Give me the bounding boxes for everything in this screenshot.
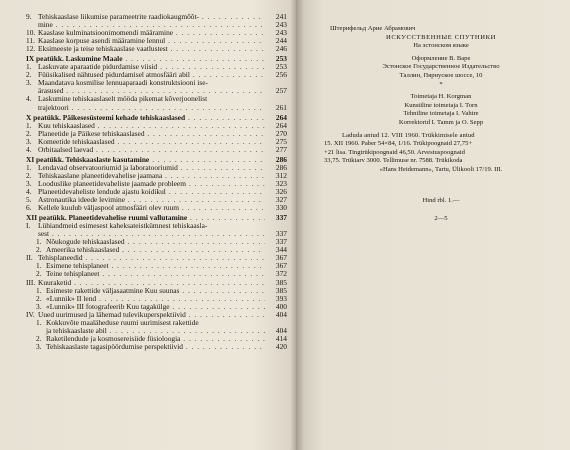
toc-entry: [26, 279, 287, 287]
toc-page-number: 367: [275, 253, 287, 263]
toc-entry: [26, 180, 287, 188]
toc-number: 9.: [26, 12, 32, 21]
toc-number: 12.: [26, 44, 36, 54]
toc-title: Looduslike planeetidevaheliste jaamade probleem . . .: [38, 180, 265, 188]
toc-page-number: 286: [275, 162, 287, 172]
toc-title: Astronautika ideede levimine . . .: [38, 196, 265, 204]
colophon-tech-editor: Tehniline toimetaja I. Vahtre: [403, 110, 479, 118]
toc-number: 4.: [26, 144, 32, 154]
toc-title: Tehiskaaslase liikumise parameetrite raadiokaugmõõt- . . .: [38, 13, 265, 21]
toc-number: 2.: [26, 128, 32, 138]
toc-number: 1.: [26, 162, 32, 172]
toc-title: Laskumine tehiskaaslaselt mööda pikemat kõverjoonelist: [38, 95, 208, 104]
toc-number: 3.: [26, 178, 32, 188]
toc-page-number: 241: [275, 12, 287, 21]
toc-number: 3.: [36, 341, 42, 351]
toc-title: Kaaslase korpuse asendi määramine lennul . . .: [38, 37, 265, 45]
toc-entry: [26, 29, 287, 37]
toc-page-number: 385: [275, 277, 287, 287]
toc-title: Laskuvate aparaatide pidurdamise viisid . . .: [38, 63, 265, 71]
toc-page-number: 253: [275, 54, 287, 64]
colophon-star: *: [439, 80, 443, 88]
toc-title: Kokkuvõte maaläheduse ruumi uurimisest rakettide: [46, 318, 199, 327]
toc-subentry: [26, 287, 287, 295]
toc-entry: [26, 172, 287, 180]
toc-number: 1.: [36, 237, 42, 247]
toc-entry: [26, 188, 287, 196]
toc-page-number: 261: [275, 102, 287, 112]
toc-entry: [26, 204, 287, 212]
toc-page-number: 393: [275, 293, 287, 303]
toc-entry: [26, 45, 287, 53]
toc-number: 2.: [36, 293, 42, 303]
toc-page-number: 326: [275, 186, 287, 196]
colophon-print-details-4: 33,75. Trükiarv 3000. Tellimuse nr. 7588. Trükikoda: [324, 157, 463, 165]
toc-page-number: 286: [275, 154, 287, 164]
toc-page-number: 275: [275, 136, 287, 146]
toc-title: Esimene tehisplaneet . . .: [46, 262, 265, 270]
toc-number: I.: [26, 221, 31, 231]
toc-entry: [26, 311, 287, 319]
toc-chapter-heading: [26, 114, 287, 122]
toc-title: ärasused . . .: [38, 87, 265, 95]
table-of-contents: [26, 13, 287, 351]
toc-number: III.: [26, 277, 36, 287]
toc-page-number: 337: [275, 213, 287, 223]
toc-subentry: [26, 319, 287, 327]
toc-title: X peatükk. Päikesesüsteemi kehade tehiskaaslased . . .: [26, 114, 265, 122]
colophon-publisher: Эстонское Государственное Издательство: [382, 63, 500, 71]
toc-chapter-heading: [26, 214, 287, 222]
toc-entry-continuation: [26, 230, 287, 238]
colophon-print-details-3: +21 lisa. Tingtrükipoognaid 46,50. Arvestuspoognaid: [324, 148, 465, 156]
toc-title: Ameerika tehiskaaslased . . .: [46, 246, 265, 254]
colophon-art-editor: Kunstiline toimetaja I. Torn: [404, 101, 478, 109]
colophon-print-details-1: Laduda antud 12. VIII 1960. Trükkimisele antud: [342, 131, 475, 139]
toc-subentry: [26, 335, 287, 343]
toc-chapter-heading: [26, 156, 287, 164]
toc-title: Eksimeeste ja teise tehiskaaslase vaatlustest . . .: [38, 45, 265, 53]
toc-number: 4.: [26, 186, 32, 196]
toc-number: 6.: [26, 203, 32, 213]
toc-page-number: 246: [275, 44, 287, 54]
colophon: [324, 7, 558, 224]
colophon-code: 2—5: [434, 215, 448, 223]
toc-number: 3.: [26, 136, 32, 146]
toc-entry: [26, 146, 287, 154]
toc-entry: [26, 95, 287, 103]
toc-page-number: 253: [275, 62, 287, 72]
toc-page-number: 257: [275, 86, 287, 96]
colophon-language: На эстонском языке: [413, 42, 469, 50]
toc-page-number: 277: [275, 144, 287, 154]
toc-subentry: [26, 295, 287, 303]
toc-chapter-heading: [26, 55, 287, 63]
toc-title: Kuuraketid . . .: [38, 279, 265, 287]
toc-page-number: 372: [275, 269, 287, 279]
toc-number: 1.: [36, 285, 42, 295]
toc-page-number: 337: [275, 229, 287, 239]
toc-title: Planeetidevaheliste lendude ajastu koidikul . . .: [38, 188, 265, 196]
toc-entry-continuation: [26, 21, 287, 29]
toc-title: mine . . .: [38, 21, 265, 29]
colophon-book-title: ИСКУССТВЕННЫЕ СПУТНИКИ: [385, 33, 497, 41]
toc-entry: [26, 254, 287, 262]
colophon-proofreaders: Korrektorid I. Tamm ja O. Sepp: [398, 118, 484, 126]
toc-title: Teine tehisplaneet . . .: [46, 270, 265, 278]
toc-number: 1.: [26, 120, 32, 130]
toc-title: Esimeste rakettide väljasaatmine Kuu suunas . . .: [46, 287, 265, 295]
toc-entry: [26, 164, 287, 172]
toc-entry: [26, 122, 287, 130]
toc-subentry: [26, 343, 287, 351]
toc-page-number: 330: [275, 203, 287, 213]
toc-title: Nõukogude tehiskaaslased . . .: [46, 238, 265, 246]
toc-title: Orbitaalsed laevad . . .: [38, 146, 265, 154]
toc-title: ja tehiskaaslaste abil . . .: [46, 327, 265, 335]
toc-title: «Lunnik» II lend . . .: [46, 295, 265, 303]
toc-title: Tehiskaaslaste tagasipöördumise perspektiivid . . .: [46, 343, 265, 351]
toc-page-number: 243: [275, 28, 287, 38]
toc-page-number: 414: [275, 333, 287, 343]
toc-page-number: 385: [275, 285, 287, 295]
toc-page-number: 404: [275, 325, 287, 335]
toc-entry-continuation: [26, 87, 287, 95]
toc-title: Lühiandmeid esimesest kaheksateistkümnest tehiskaasla-: [38, 222, 208, 231]
toc-entry: [26, 13, 287, 21]
toc-number: 1.: [36, 317, 42, 327]
colophon-editor: Toimetaja H. Korgman: [410, 93, 472, 101]
toc-number: 4.: [26, 94, 32, 104]
toc-title: Lendavad observatooriumid ja laboratooriumid . . .: [38, 164, 265, 172]
toc-number: 3.: [26, 78, 32, 88]
toc-title: sest . . .: [38, 230, 265, 238]
toc-title: XII peatükk. Planeetidevahelise ruumi vallutamine . . .: [26, 214, 265, 222]
toc-page-number: 244: [275, 36, 287, 46]
toc-title: Kellele kuulub väljaspool atmosfääri olev ruum . . .: [38, 204, 265, 212]
toc-number: II.: [26, 253, 33, 263]
toc-number: 2.: [36, 269, 42, 279]
toc-number: 5.: [26, 195, 32, 205]
toc-page-number: 270: [275, 128, 287, 138]
toc-page-number: 327: [275, 195, 287, 205]
colophon-address: Таллин, Пярнуское шоссе, 10: [399, 71, 483, 79]
colophon-print-details-2: 15. XII 1960. Paber 54×84, 1/16. Trükipoognaid 27,75+: [324, 140, 473, 148]
toc-entry: [26, 130, 287, 138]
toc-entry: [26, 63, 287, 71]
toc-entry: [26, 37, 287, 45]
toc-entry: [26, 79, 287, 87]
toc-title: Komeetide tehiskaaslased . . .: [38, 138, 265, 146]
toc-entry: [26, 71, 287, 79]
colophon-author: Штернфельд Арие Абрамович: [330, 25, 416, 32]
toc-title: trajektoori . . .: [38, 104, 265, 112]
toc-number: 2.: [36, 333, 42, 343]
toc-entry: [26, 138, 287, 146]
toc-page-number: 256: [275, 70, 287, 80]
toc-entry-continuation: [26, 104, 287, 112]
toc-subentry: [26, 246, 287, 254]
toc-number: 3.: [36, 301, 42, 311]
toc-number: 10.: [26, 28, 36, 38]
right-page-colophon: [296, 0, 570, 450]
toc-number: 1.: [36, 261, 42, 271]
toc-subentry: [26, 303, 287, 311]
toc-subentry-continuation: [26, 327, 287, 335]
toc-page-number: 420: [275, 341, 287, 351]
toc-title: Planeetide ja Päikese tehiskaaslased . . .: [38, 130, 265, 138]
colophon-price: Hind rbl. 1.—: [422, 196, 460, 204]
colophon-designer: Оформление В. Варе: [411, 54, 471, 62]
toc-page-number: 264: [275, 112, 287, 122]
toc-number: 2.: [36, 245, 42, 255]
toc-subentry: [26, 262, 287, 270]
toc-page-number: 337: [275, 237, 287, 247]
toc-title: Raketilendude ja kosmosereisiide füsioloogia . . .: [46, 335, 265, 343]
toc-number: 11.: [26, 36, 35, 46]
toc-title: Tehiskaaslane planeetidevahelise jaamana . . .: [38, 172, 265, 180]
colophon-print-details-5: «Hans Heidemann», Tartu, Ülikooli 17/19. III.: [379, 165, 503, 173]
toc-page-number: 367: [275, 261, 287, 271]
toc-number: IV.: [26, 309, 35, 319]
toc-page-number: 312: [275, 170, 287, 180]
toc-entry: [26, 222, 287, 230]
toc-page-number: 400: [275, 301, 287, 311]
toc-title: Kaaslase kulminatsioonimomendi määramine . . .: [38, 29, 265, 37]
toc-title: «Lunnik» III fotografeerib Kuu tagakülge . . .: [46, 303, 265, 311]
toc-title: Füüsikalised nähtused pidurdamisel atmosfääri abil . . .: [38, 71, 265, 79]
toc-number: 1.: [26, 62, 32, 72]
toc-title: IX peatükk. Laskumine Maale . . .: [26, 55, 265, 63]
toc-title: XI peatükk. Tehiskaaslaste kasutamine . . .: [26, 156, 265, 164]
toc-page-number: 243: [275, 20, 287, 30]
toc-page-number: 323: [275, 178, 287, 188]
toc-title: Kuu tehiskaaslased . . .: [38, 122, 265, 130]
toc-page-number: 344: [275, 245, 287, 255]
toc-page-number: 404: [275, 309, 287, 319]
toc-title: Uued uurimused ja lähemad tulevikuperspektiivid . . .: [38, 311, 265, 319]
toc-subentry: [26, 238, 287, 246]
toc-number: 2.: [26, 70, 32, 80]
toc-number: 2.: [26, 170, 32, 180]
toc-subentry: [26, 270, 287, 278]
toc-title: Maandatava kosmilise lennuaparaadi konstruktsiooni ise-: [38, 79, 208, 88]
toc-entry: [26, 196, 287, 204]
toc-page-number: 264: [275, 120, 287, 130]
toc-title: Tehisplaneedid . . .: [38, 254, 265, 262]
